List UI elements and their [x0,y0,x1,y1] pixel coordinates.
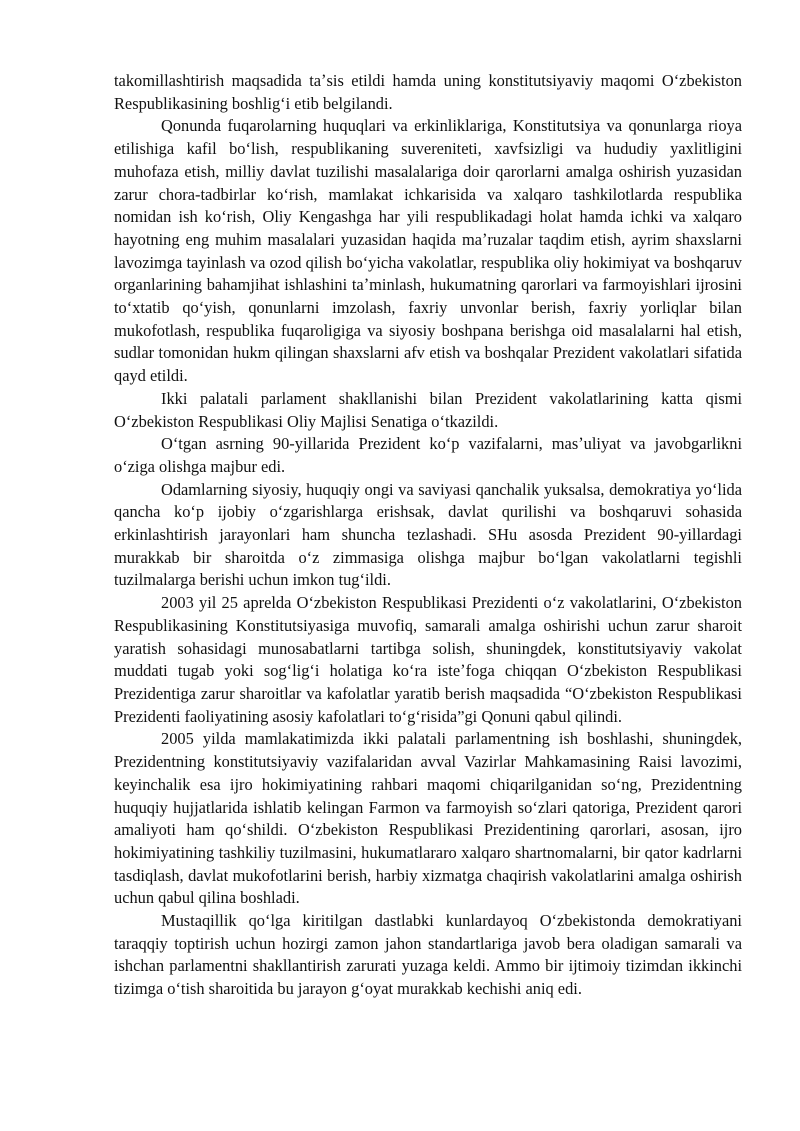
paragraph-bicameral-parliament: Ikki palatali parlament shakllanishi bilan Prezident vakolatlarining katta qismi Oʻzbekiston Respublikasi Oliy Majlisi Senatiga oʻtkazildi. [114,388,742,431]
paragraph-2003-law: 2003 yil 25 aprelda Oʻzbekiston Respublikasi Prezidenti oʻz vakolatlarini, Oʻzbekiston Respublikasining Konstitutsiyasiga muvofiq, samarali amalga oshirishi uchun zarur sharoit yaratish sohasidagi munosabatlarni tartibga solish, shuningdek, konstitutsiyaviy vakolat muddati tugab yoki sogʻligʻi holatiga koʻra isteʼfoga chiqqan Oʻzbekiston Respublikasi Prezidentiga zarur sharoitlar va kafolatlar yaratib berish maqsadida “Oʻzbekiston Respublikasi Prezidenti faoliyatining asosiy kafolatlari toʻgʻrisida”gi Qonuni qabul qilindi. [114,593,742,726]
paragraph-president-powers: Qonunda fuqarolarning huquqlari va erkinliklariga, Konstitutsiya va qonunlarga rioya etilishiga kafil boʻlish, respublikaning suvereniteti, xavfsizligi va hududiy yaxlitligini muhofaza etish, milliy davlat tuzilishi masalalariga doir qarorlarni amalga oshirish yuzasidan zarur chora-tadbirlar koʻrish, mamlakat ichkarisida va xalqaro tashkilotlarda respublika nomidan ish koʻrish, Oliy Kengashga har yili respublikadagi holat hamda ichki va xalqaro hayotning eng muhim masalalari yuzasidan haqida maʼruzalar taqdim etish, ayrim shaxslarni lavozimga tayinlash va ozod qilish boʻyicha vakolatlar, respublika oliy hokimiyat va boshqaruv organlarining bahamjihat ishlashini taʼminlash, hukumatning qarorlari va farmoyishlari ijrosini toʻxtatib qoʻyish, qonunlarni imzolash, faxriy unvonlar berish, faxriy yorliqlar bilan mukofotlash, respublika fuqaroligiga va siyosiy boshpana berishga oid masalalarni hal etish, sudlar tomonidan hukm qilingan shaxslarni afv etish va boshqalar Prezident vakolatlari sifatida qayd etildi. [114,116,742,386]
paragraph-democratization: Odamlarning siyosiy, huquqiy ongi va saviyasi qanchalik yuksalsa, demokratiya yoʻlida qancha koʻp ijobiy oʻzgarishlarga erishsak, davlat qurilishi va boshqaruvi sohasida erkinlashtirish jarayonlari ham shuncha tezlashadi. SHu asosda Prezident 90-yillardagi murakkab bir sharoitda oʻz zimmasiga olishga majbur boʻlgan vakolatlarni tegishli tuzilmalarga berishi uchun imkon tugʻildi. [114,479,742,590]
paragraph-nineties: Oʻtgan asrning 90-yillarida Prezident koʻp vazifalarni, masʼuliyat va javobgarlikni oʻziga olishga majbur edi. [114,434,742,476]
paragraph-continuation: takomillashtirish maqsadida taʼsis etildi hamda uning konstitutsiyaviy maqomi Oʻzbekiston Respublikasining boshligʻi etib belgilandi. [114,71,742,113]
document-page [114,70,742,1001]
paragraph-2005-parliament: 2005 yilda mamlakatimizda ikki palatali parlamentning ish boshlashi, shuningdek, Prezidentning konstitutsiyaviy vazifalaridan avval Vazirlar Mahkamasining Raisi lavozimi, keyinchalik esa ijro hokimiyatining rahbari maqomi chiqarilganidan soʻng, Prezidentning huquqiy hujjatlarida ishlatib kelingan Farmon va farmoyish soʻzlari qatoriga, Prezident qarori amaliyoti ham qoʻshildi. Oʻzbekiston Respublikasi Prezidentining qarorlari, asosan, ijro hokimiyatining tashkiliy tuzilmasini, hukumatlararo xalqaro shartnomalarni, bir qator kadrlarni tasdiqlash, davlat mukofotlarini berish, harbiy xizmatga chaqirish vakolatlarini amalga oshirish uchun qabul qilina boshladi. [114,729,742,908]
paragraph-independence: Mustaqillik qoʻlga kiritilgan dastlabki kunlardayoq Oʻzbekistonda demokratiyani taraqqiy toptirish uchun hozirgi zamon jahon standartlariga javob bera oladigan samarali va ishchan parlamentni shakllantirish zarurati yuzaga keldi. Ammo bir ijtimoiy tizimdan ikkinchi tizimga oʻtish sharoitida bu jarayon gʻoyat murakkab kechishi aniq edi. [114,911,742,999]
